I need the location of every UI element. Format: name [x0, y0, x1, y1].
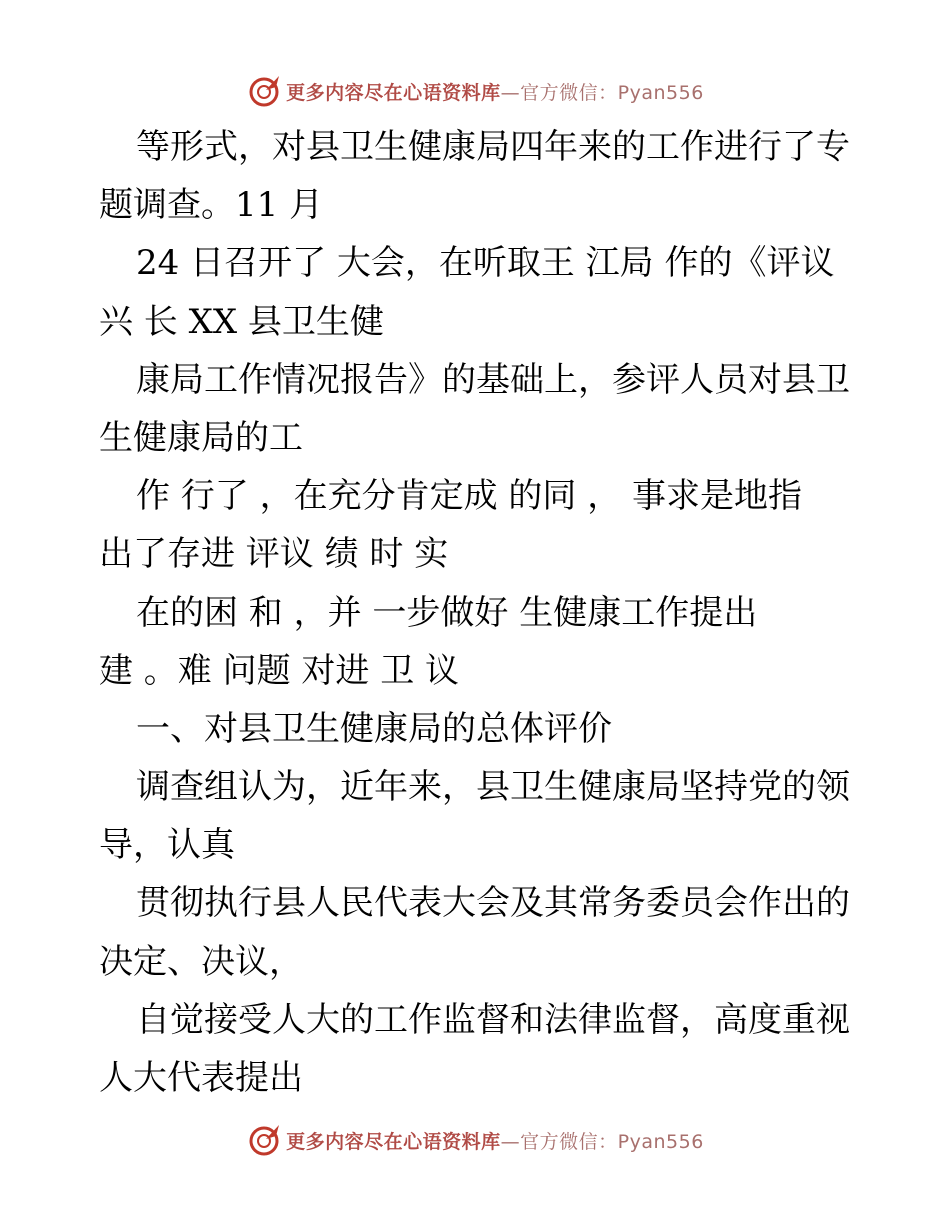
header-banner-main-text: 更多内容尽在心语资料库: [286, 81, 501, 104]
header-banner-separator: —: [500, 81, 521, 104]
footer-banner-separator: —: [500, 1130, 521, 1153]
body-line: 等形式，对县卫生健康局四年来的工作进行了专: [136, 127, 850, 167]
body-line: 调查组认为，近年来，县卫生健康局坚持党的领: [136, 767, 850, 808]
body-line: 自觉接受人大的工作监督和法律监督，高度重视: [136, 999, 850, 1040]
header-banner-text: [286, 78, 704, 105]
body-line: 兴 长 XX 县卫生健: [99, 301, 384, 342]
body-line: 导，认真: [99, 825, 235, 866]
quill-logo-icon: [246, 73, 282, 109]
header-banner: [0, 71, 950, 111]
body-line: 题调查。11 月: [99, 185, 324, 226]
footer-banner-main-text: 更多内容尽在心语资料库: [286, 1130, 501, 1153]
body-line: 人大代表提出: [99, 1058, 303, 1098]
document-body: [99, 118, 859, 1107]
body-line: 作 行了 ，在充分肯定成 的同 ， 事求是地指: [136, 476, 803, 517]
footer-banner: [0, 1120, 950, 1160]
header-banner-wechat-text: 官方微信：Pyan556: [520, 81, 704, 104]
body-line: 出了存进 评议 绩 时 实: [99, 534, 449, 575]
body-line: 康局工作情况报告》的基础上，参评人员对县卫: [136, 359, 850, 400]
footer-banner-wechat-text: 官方微信：Pyan556: [520, 1130, 704, 1153]
footer-banner-text: [286, 1127, 704, 1154]
quill-logo-icon: [246, 1122, 282, 1158]
body-line: 贯彻执行县人民代表大会及其常务委员会作出的: [136, 883, 850, 924]
body-line: 决定、决议，: [99, 941, 303, 982]
body-line: 建 。难 问题 对进 卫 议: [99, 650, 460, 691]
body-line: 24 日召开了 大会，在听取王 江局 作的《评议: [136, 243, 835, 284]
body-line: 生健康局的工: [99, 417, 303, 458]
section-heading: 一、对县卫生健康局的总体评价: [136, 708, 612, 749]
body-line: 在的困 和 ，并 一步做好 生健康工作提出: [136, 592, 758, 633]
